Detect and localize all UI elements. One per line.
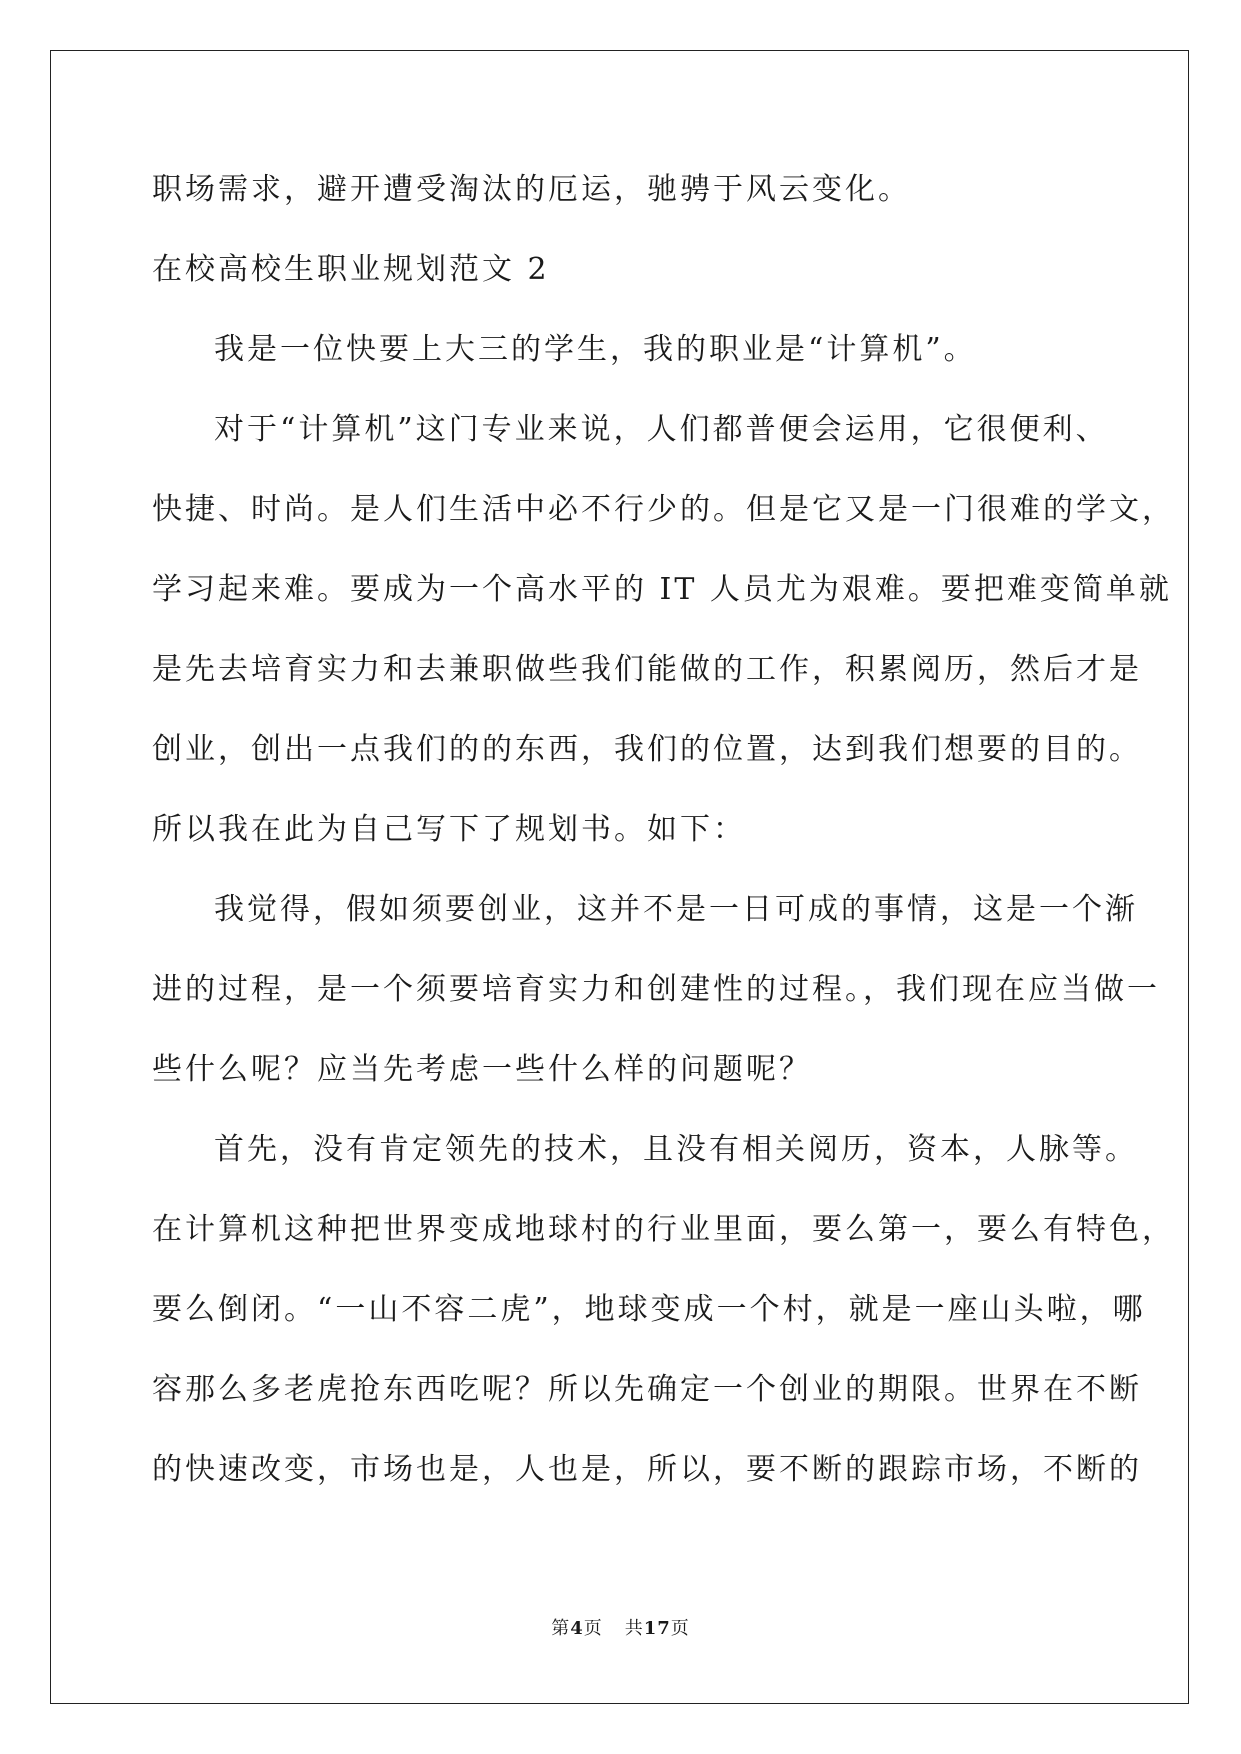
text-line: 对于“计算机”这门专业来说，人们都普便会运用，它很便利、 [214,412,1109,447]
text-line: 在计算机这种把世界变成地球村的行业里面，要么第一，要么有特色， [152,1212,1175,1247]
text-line: 是先去培育实力和去兼职做些我们能做的工作，积累阅历，然后才是 [152,652,1142,687]
text-line: 容那么多老虎抢东西吃呢？所以先确定一个创业的期限。世界在不断 [152,1372,1142,1407]
page-prefix: 第 [551,1618,571,1639]
text-line: 学习起来难。要成为一个高水平的 IT 人员尤为艰难。要把难变简单就 [152,572,1172,607]
text-line: 些什么呢？应当先考虑一些什么样的问题呢？ [152,1052,812,1087]
page-unit: 页 [583,1618,603,1639]
section-heading: 在校高校生职业规划范文 2 [152,252,550,287]
page-number: 4 [570,1618,584,1639]
text-line: 进的过程，是一个须要培育实力和创建性的过程。，我们现在应当做一 [152,972,1160,1007]
text-line: 职场需求，避开遭受淘汰的厄运，驰骋于风云变化。 [152,172,911,207]
text-line: 要么倒闭。“一山不容二虎”，地球变成一个村，就是一座山头啦，哪 [152,1292,1146,1327]
document-body [152,150,1175,1510]
total-unit: 页 [670,1618,690,1639]
total-prefix: 共 [624,1618,644,1639]
text-line: 所以我在此为自己写下了规划书。如下： [152,812,746,847]
text-line: 的快速改变，市场也是，人也是，所以，要不断的跟踪市场，不断的 [152,1452,1142,1487]
text-line: 我是一位快要上大三的学生，我的职业是“计算机”。 [214,332,977,367]
text-line: 我觉得，假如须要创业，这并不是一日可成的事情，这是一个渐 [214,892,1138,927]
page-footer [0,1614,1241,1640]
text-line: 首先，没有肯定领先的技术，且没有相关阅历，资本，人脉等。 [214,1132,1138,1167]
text-line: 快捷、时尚。是人们生活中必不行少的。但是它又是一门很难的学文， [152,492,1175,527]
text-line: 创业，创出一点我们的的东西，我们的位置，达到我们想要的目的。 [152,732,1142,767]
total-pages: 17 [643,1618,671,1639]
